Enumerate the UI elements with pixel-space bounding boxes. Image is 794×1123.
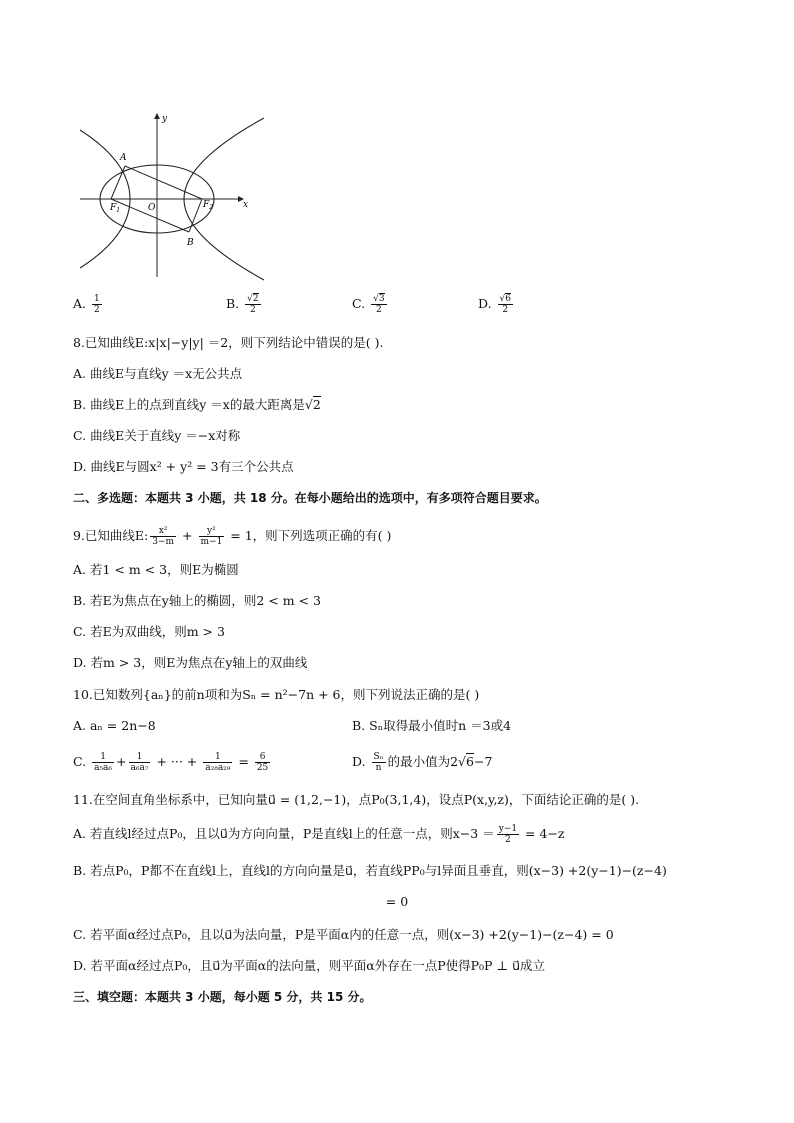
q8-option-d: D. 曲线E与圆x² + y² = 3有三个公共点 — [73, 459, 294, 474]
q11-option-b-continuation: = 0 — [385, 894, 409, 909]
q11-option-d: D. 若平面α经过点P₀，且u⃗为平面α的法向量，则平面α外存在一点P使得P₀P ⊥ u⃗成立 — [73, 958, 546, 973]
segment-F2-B — [189, 199, 202, 232]
conic-figure — [78, 112, 268, 282]
q8-option-a: A. 曲线E与直线y ＝x无公共点 — [73, 366, 243, 381]
q10-option-d: D. $\frac{\text{Sₙ}}{n}$ 的最小值为2√6−7 — [352, 752, 493, 773]
q9-option-c: C. 若E为双曲线，则m > 3 — [73, 624, 225, 639]
section-heading-fill-in: 三、填空题：本题共 3 小题，每小题 5 分，共 15 分。 — [73, 990, 372, 1004]
label-y: y — [162, 114, 168, 124]
label-F2: $F_2$ — [203, 200, 214, 211]
label-O: O — [148, 203, 156, 213]
q10-stem: 10.已知数列{aₙ}的前n项和为Sₙ = n²−7n + 6，则下列说法正确的是( ) — [73, 687, 480, 702]
q9-option-a: A. 若1 < m < 3，则E为椭圆 — [73, 562, 239, 577]
q9-option-d: D. 若m > 3，则E为焦点在y轴上的双曲线 — [73, 655, 308, 670]
q8-option-b: B. 曲线E上的点到直线y ＝x的最大距离是√2 — [73, 397, 321, 412]
label-A: A — [120, 153, 127, 163]
q8-stem: 8.已知曲线E:x|x|−y|y| ＝2，则下列结论中错误的是( ). — [73, 335, 384, 350]
q7-option-c: C. $\frac{√3}{2}$ — [352, 294, 385, 315]
section-heading-multiple-choice: 二、多选题：本题共 3 小题，共 18 分。在每小题给出的选项中，有多项符合题目要求。 — [73, 491, 547, 505]
q8-option-c: C. 曲线E关于直线y ＝−x对称 — [73, 428, 241, 443]
segment-A-F1 — [111, 166, 125, 199]
q9-stem: 9.已知曲线E: $\frac{\text{x²}}{3-m}$ + $\frac{\text{y²}}{m-1}$ = 1，则下列选项正确的有( ) — [73, 526, 392, 547]
q11-option-a: A. 若直线l经过点P₀，且以u⃗为方向向量，P是直线l上的任意一点，则x−3 ＝ $\frac{y-1}{2}$ = 4−z — [73, 824, 565, 845]
q10-option-c: C. $\frac{1}{\text{a₅a₆}}$ + $\frac{1}{\text{a₆a₇}}$ + ··· + $\frac{1}{\text{a₂₈a₂₉}}$ = $\frac{6}{25}$ — [73, 752, 269, 773]
q9-option-b: B. 若E为焦点在y轴上的椭圆，则2 < m < 3 — [73, 593, 321, 608]
q11-option-b: B. 若点P₀，P都不在直线l上，直线l的方向向量是u⃗，若直线PP₀与l异面且垂直，则(x−3) +2(y−1)−(z−4) — [73, 863, 667, 878]
label-B: B — [187, 238, 194, 248]
q7-option-d: D. $\frac{√6}{2}$ — [478, 294, 512, 315]
q7-option-b: B. $\frac{√2}{2}$ — [226, 294, 259, 315]
label-F1: $F_1$ — [110, 203, 121, 214]
q11-stem: 11.在空间直角坐标系中，已知向量u⃗ = (1,2,−1)，点P₀(3,1,4)，设点P(x,y,z)，下面结论正确的是( ). — [73, 792, 640, 807]
q10-option-b: B. Sₙ取得最小值时n ＝3或4 — [352, 718, 512, 733]
q10-option-a: A. aₙ = 2n−8 — [73, 718, 156, 733]
q11-option-c: C. 若平面α经过点P₀，且以u⃗为法向量，P是平面α内的任意一点，则(x−3) +2(y−1)−(z−4) = 0 — [73, 927, 614, 942]
label-x: x — [243, 200, 249, 210]
q7-option-a: A. $\frac{1}{2}$ — [73, 294, 100, 315]
